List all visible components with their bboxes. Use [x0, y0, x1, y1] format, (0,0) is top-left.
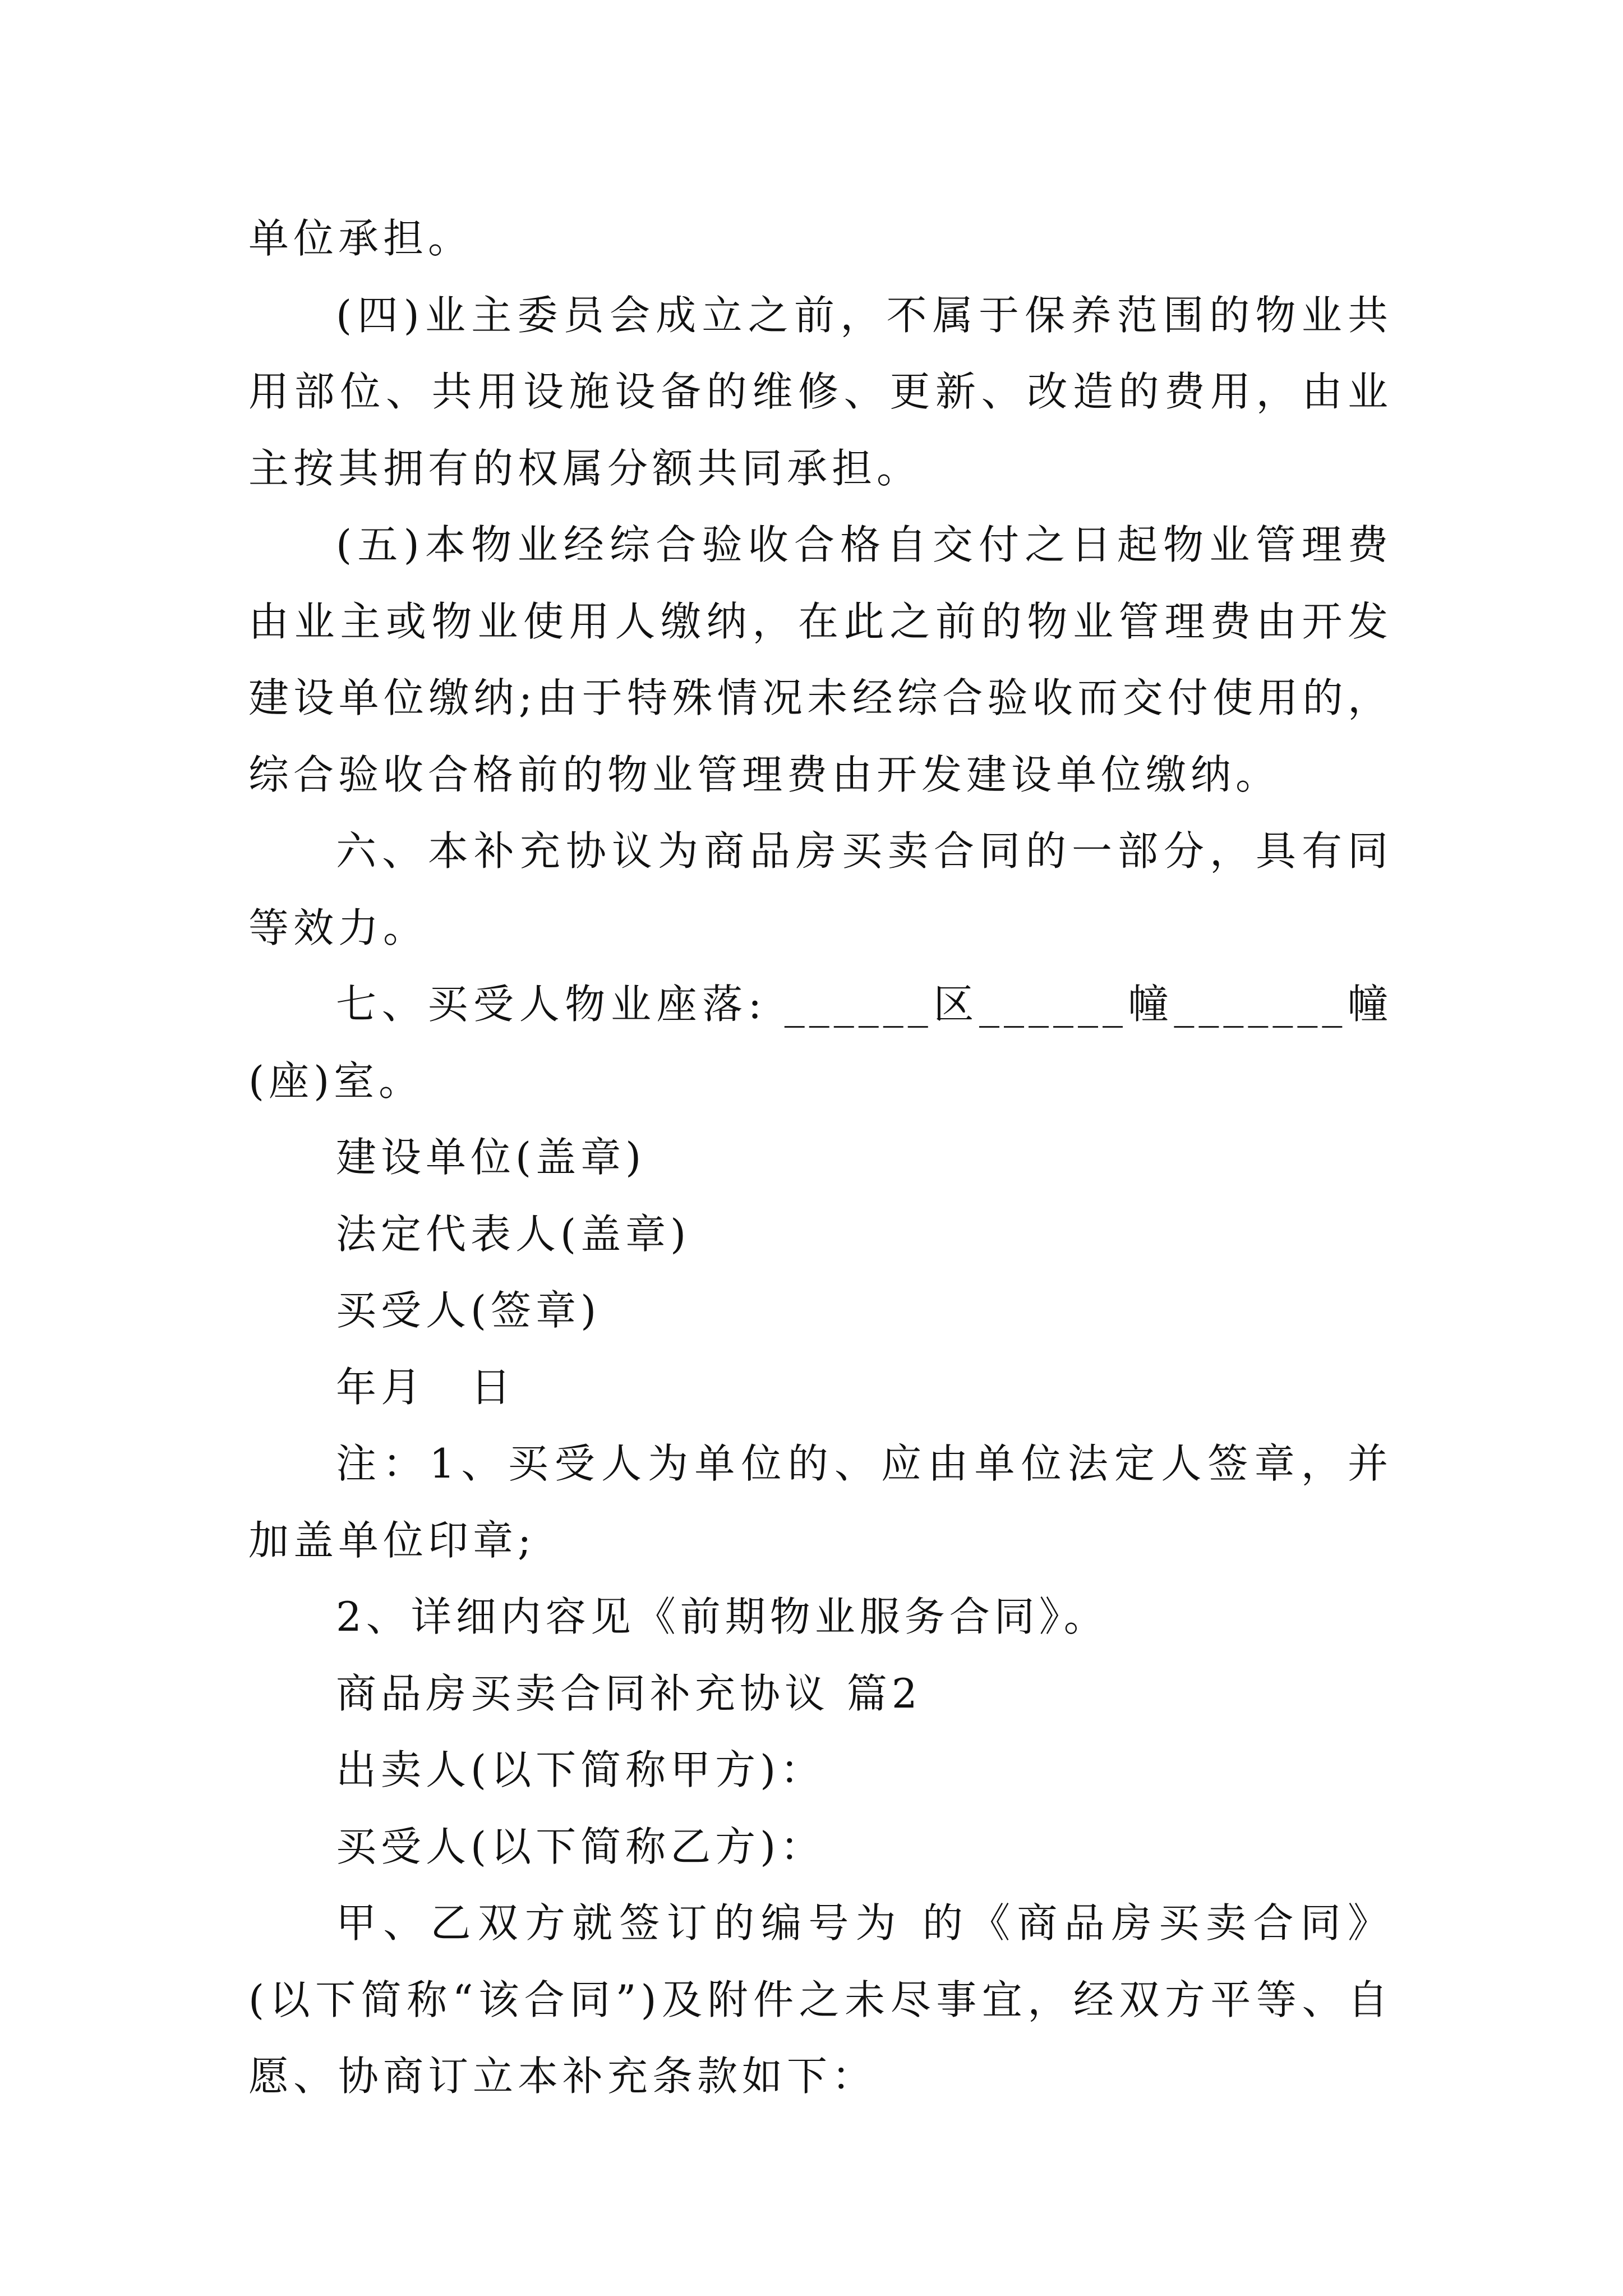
- paragraph-clause-4: (四)业主委员会成立之前，不属于保养范围的物业共用部位、共用设施设备的维修、更新、改造的费用，由业主按其拥有的权属分额共同承担。: [248, 291, 1393, 492]
- party-seller: 出卖人(以下简称甲方)：: [336, 1746, 826, 1793]
- paragraph-clause-5: (五)本物业经综合验收合格自交付之日起物业管理费由业主或物业使用人缴纳，在此之前的物业管理费由开发建设单位缴纳;由于特殊情况未经综合验收而交付使用的，综合验收合格前的物业管理费由开发建设单位缴纳。: [248, 521, 1393, 798]
- paragraph-continuation: 单位承担。: [248, 215, 473, 262]
- note-2: 2、详细内容见《前期物业服务合同》。: [336, 1593, 1109, 1640]
- note-1: 注：1、买受人为单位的、应由单位法定人签章，并加盖单位印章;: [248, 1440, 1393, 1564]
- paragraph-article-6: 六、本补充协议为商品房买卖合同的一部分，具有同等效力。: [248, 827, 1393, 951]
- signature-date: 年月 日: [336, 1363, 516, 1411]
- party-buyer: 买受人(以下简称乙方)：: [336, 1823, 826, 1870]
- signature-builder: 建设单位(盖章): [336, 1134, 646, 1181]
- paragraph-article-7: 七、买受人物业座落: ______区______幢_______幢(座)室。: [248, 981, 1393, 1105]
- section-heading: 商品房买卖合同补充协议 篇2: [336, 1669, 922, 1717]
- signature-legal-rep: 法定代表人(盖章): [336, 1210, 691, 1258]
- document-body: [248, 200, 1393, 2115]
- signature-buyer: 买受人(签章): [336, 1287, 601, 1334]
- paragraph-preamble: 甲、乙双方就签订的编号为 的《商品房买卖合同》(以下简称“该合同”)及附件之未尽事宜，经双方平等、自愿、协商订立本补充条款如下：: [248, 1899, 1393, 2100]
